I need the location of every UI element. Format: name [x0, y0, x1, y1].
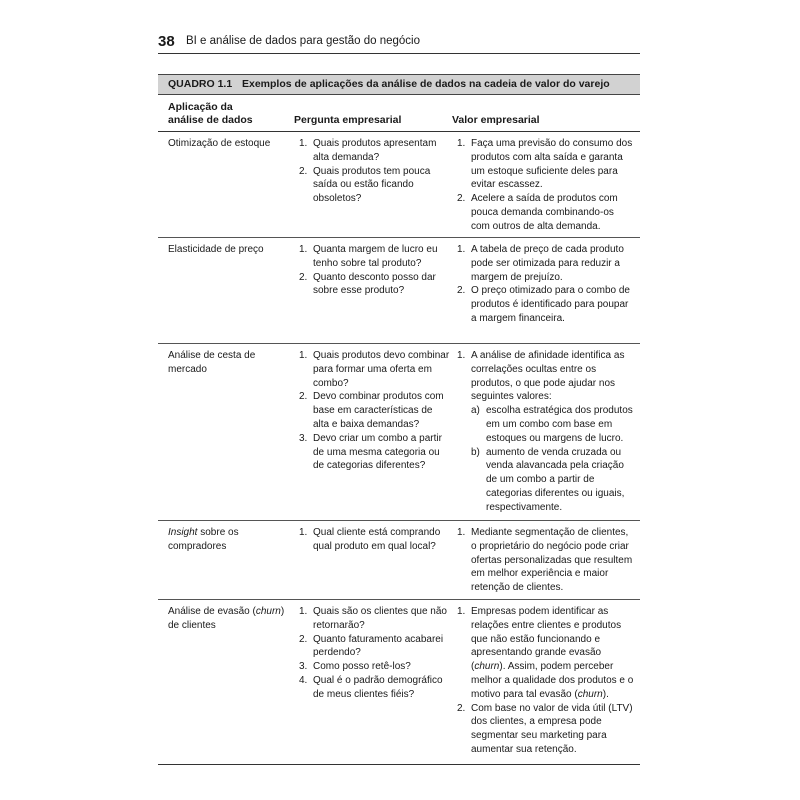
list-item: 1. Quais produtos devo combinar para formar uma oferta em combo? [299, 350, 450, 389]
list-item: 1. Quais produtos apresentam alta demanda? [299, 138, 437, 163]
value-cell [452, 349, 634, 515]
question-cell [294, 349, 450, 473]
value-cell [452, 526, 634, 595]
list-item: 2. Devo combinar produtos com base em características de alta e baixa demandas? [299, 391, 444, 430]
list-item: 1. Quanta margem de lucro eu tenho sobre tal produto? [299, 244, 438, 269]
list-item: 1. A tabela de preço de cada produto pode ser otimizada para reduzir a margem de prejuízo. [457, 244, 624, 283]
list-item: 2. Acelere a saída de produtos com pouca demanda combinando-os com outros de alta demanda. [457, 193, 618, 232]
list-item: 1. Empresas podem identificar as relações entre clientes e produtos que não estão funcionando e apresentando grande evasão (churn). Assim, podem perceber melhor a qualidade dos produtos e o motivo para tal evasão (churn). [457, 606, 634, 700]
value-cell [452, 243, 634, 326]
list-item: 1. Mediante segmentação de clientes, o proprietário do negócio pode criar ofertas personalizadas que resultem em melhor experiência e maior retenção de clientes. [457, 527, 633, 594]
running-head [158, 33, 640, 53]
row-divider [158, 237, 640, 238]
page-number: 38 [158, 33, 175, 50]
list-item: 2. Quanto faturamento acabarei perdendo? [299, 633, 444, 659]
application-cell: Análise de evasão (churn) de clientes [168, 606, 285, 631]
question-cell [294, 137, 450, 206]
table-label: QUADRO 1.1 [168, 78, 233, 90]
list-item: 2. Quais produtos tem pouca saída ou estão ficando obsoletos? [299, 165, 431, 205]
sub-list-item: b) aumento de venda cruzada ou venda alavancada pela criação de um combo a partir de categorias diferentes ou iguais, respectivamente. [471, 446, 625, 513]
row-divider [158, 343, 640, 344]
table-bottom-rule [158, 764, 640, 765]
question-cell [294, 243, 450, 298]
application-cell: Insight sobre os compradores [168, 527, 239, 552]
column-header-question: Pergunta empresarial [294, 114, 402, 126]
list-item: 3. Devo criar um combo a partir de uma mesma categoria ou de categorias diferentes? [299, 432, 442, 472]
list-item: 2. O preço otimizado para o combo de produtos é identificado para poupar a margem financeira. [457, 285, 630, 324]
application-cell: Otimização de estoque [168, 138, 271, 149]
list-item: 2. Com base no valor de vida útil (LTV) dos clientes, a empresa pode segmentar seu marketing para aumentar sua retenção. [457, 702, 633, 755]
list-item: 3. Como posso retê-los? [299, 661, 411, 673]
list-item: 2. Quanto desconto posso dar sobre esse produto? [299, 271, 436, 297]
column-header-application [168, 101, 278, 127]
column-header-application-line2: análise de dados [168, 114, 253, 126]
value-cell [452, 605, 634, 757]
column-header-application-line1: Aplicação da [168, 101, 233, 113]
column-header-divider [158, 131, 640, 132]
table-caption-bar [158, 74, 640, 95]
row-divider [158, 520, 640, 521]
list-item: 4. Qual é o padrão demográfico de meus clientes fiéis? [299, 674, 443, 700]
list-item: 1. Faça uma previsão do consumo dos produtos com alta saída e garanta um estoque suficiente deles para evitar escassez. [457, 138, 633, 191]
value-cell [452, 137, 634, 234]
question-cell [294, 526, 450, 554]
sub-list-item: a) escolha estratégica dos produtos em um combo com base em estoques ou margens de lucro. [471, 405, 633, 444]
header-divider [158, 53, 640, 54]
column-header-value: Valor empresarial [452, 114, 540, 126]
application-cell: Análise de cesta de mercado [168, 350, 256, 375]
table-title: Exemplos de aplicações da análise de dados na cadeia de valor do varejo [242, 78, 610, 90]
application-cell: Elasticidade de preço [168, 244, 264, 255]
list-item: 1. Quais são os clientes que não retornarão? [299, 606, 447, 631]
question-cell [294, 605, 450, 702]
row-divider [158, 599, 640, 600]
list-item: 1. A análise de afinidade identifica as correlações ocultas entre os produtos, o que pode ajudar nos seguintes valores: [457, 350, 625, 403]
list-item: 1. Qual cliente está comprando qual produto em qual local? [299, 527, 441, 552]
running-title: BI e análise de dados para gestão do negócio [186, 35, 421, 47]
